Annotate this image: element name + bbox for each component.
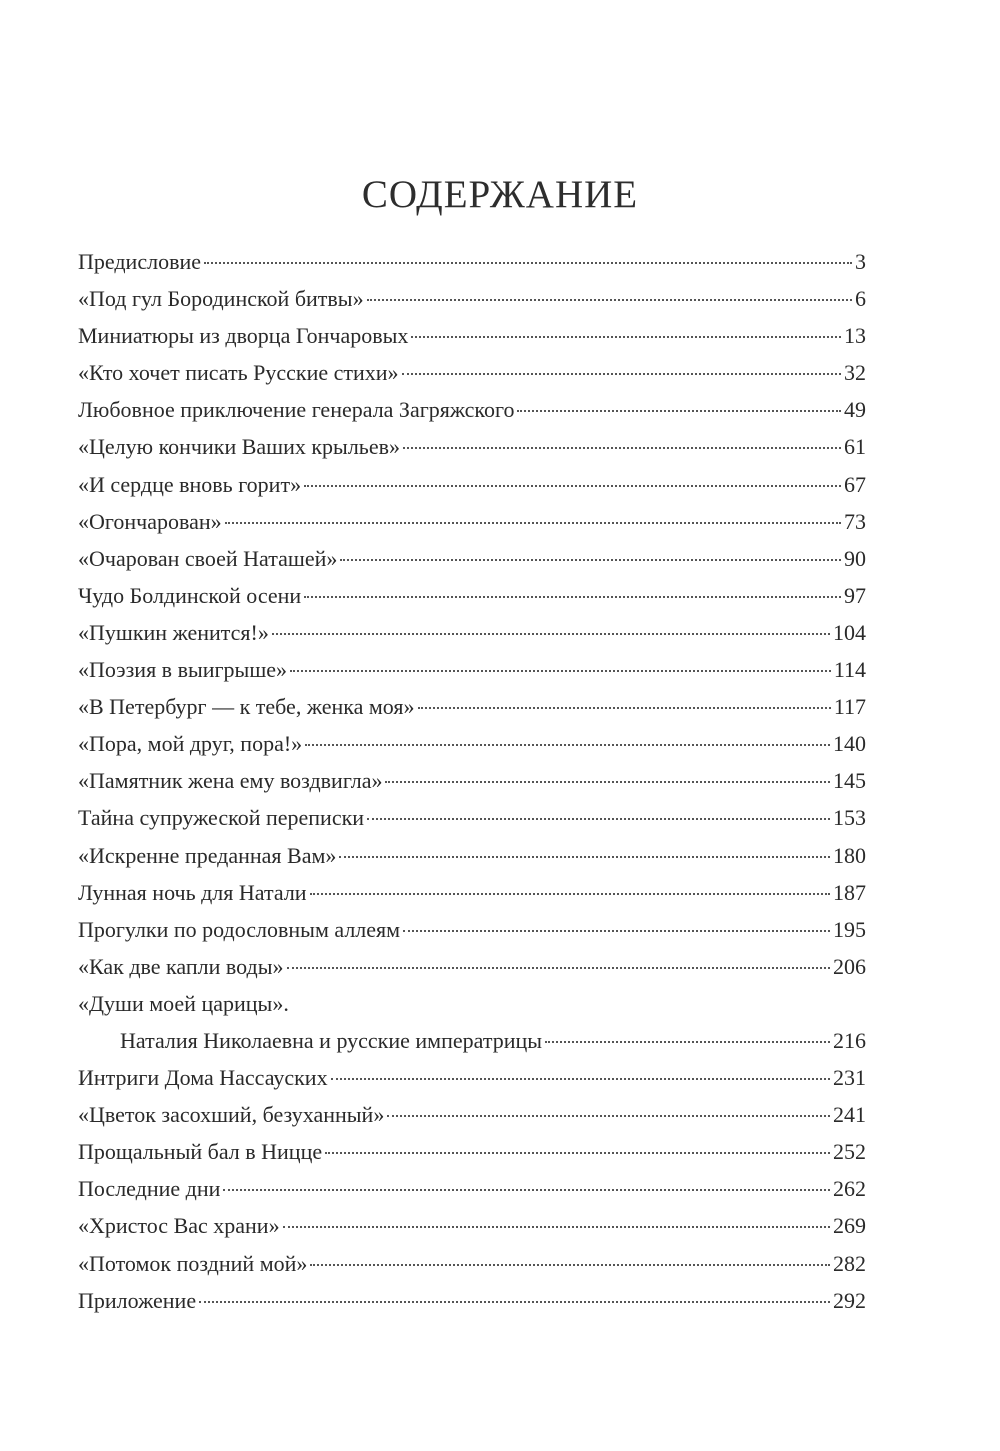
toc-entry-title: «Пора, мой друг, пора!» (78, 731, 303, 757)
toc-entry-page: 13 (844, 323, 866, 349)
toc-entry (78, 614, 866, 651)
dot-leader (517, 410, 841, 412)
dot-leader (367, 299, 852, 301)
toc-entry-title: «Огончарован» (78, 508, 222, 534)
toc-entry (78, 540, 866, 577)
toc-entry-page: 145 (833, 768, 866, 794)
toc-entry (78, 837, 866, 874)
dot-leader (367, 818, 830, 820)
toc-entry (78, 1170, 866, 1207)
toc-entry-title: Чудо Болдинской осени (78, 582, 302, 608)
toc-entry-title: Предисловие (78, 249, 201, 274)
toc-entry-page: 180 (833, 842, 866, 868)
toc-entry (78, 651, 866, 688)
dot-leader (340, 559, 841, 561)
toc-entry-page: 97 (844, 582, 866, 608)
toc-entry-title: Лунная ночь для Натали (78, 879, 307, 905)
toc-entry (78, 317, 866, 354)
dot-leader (331, 1078, 830, 1080)
toc-entry-page: 104 (833, 619, 866, 645)
toc-entry (78, 688, 866, 725)
toc-entry (78, 577, 866, 614)
dot-leader (402, 373, 841, 375)
toc-entry-title: «Потомок поздний мой» (78, 1250, 308, 1276)
dot-leader (545, 1041, 830, 1043)
toc-entry-title: «Поэзия в выигрыше» (78, 657, 288, 683)
dot-leader (325, 1152, 830, 1154)
dot-leader (305, 744, 830, 746)
dot-leader (225, 522, 841, 524)
toc-entry-page: 153 (833, 805, 866, 831)
toc-entry (78, 1245, 866, 1282)
toc-entry (78, 799, 866, 836)
toc-entry-page: 6 (855, 286, 866, 312)
dot-leader (287, 967, 831, 969)
toc-entry-title: «В Петербург — к тебе, женка моя» (78, 694, 415, 720)
dot-leader (223, 1189, 830, 1191)
toc-entry-subtitle: Наталия Николаевна и русские императрицы (120, 1027, 543, 1053)
dot-leader (418, 707, 831, 709)
dot-leader (403, 930, 830, 932)
toc-entry-title: «Целую кончики Ваших крыльев» (78, 434, 400, 460)
toc-entry (78, 985, 866, 1059)
toc-entry-title: Миниатюры из дворца Гончаровых (78, 323, 409, 349)
dot-leader (387, 1115, 830, 1117)
toc-entry (78, 503, 866, 540)
toc-entry-page: 282 (833, 1250, 866, 1276)
toc-entry-page: 114 (833, 657, 866, 683)
toc-entry (78, 1282, 866, 1319)
dot-leader (310, 1264, 830, 1266)
toc-entry-title: «Пушкин женится!» (78, 619, 269, 645)
dot-leader (385, 781, 830, 783)
toc-entry (78, 874, 866, 911)
toc-entry-page: 231 (833, 1065, 866, 1091)
toc-entry-page: 61 (844, 434, 866, 460)
toc-entry-title: Любовное приключение генерала Загряжского (78, 397, 515, 423)
dot-leader (339, 856, 830, 858)
toc-entry-title: «Памятник жена ему воздвигла» (78, 768, 383, 794)
toc-entry-page: 252 (833, 1139, 866, 1165)
toc-entry-page: 187 (833, 879, 866, 905)
dot-leader (403, 447, 841, 449)
toc-entry-page: 117 (833, 694, 866, 720)
toc-entry-title: Последние дни (78, 1176, 221, 1202)
toc-entry-page: 241 (833, 1102, 866, 1128)
toc-entry (78, 762, 866, 799)
toc-entry (78, 243, 866, 280)
toc-entry (78, 1059, 866, 1096)
table-of-contents (78, 243, 866, 1319)
toc-entry-title: «Очарован своей Наташей» (78, 545, 338, 571)
toc-entry (78, 948, 866, 985)
toc-entry-title: «Как две капли воды» (78, 953, 284, 979)
toc-entry-title: «Искренне преданная Вам» (78, 842, 337, 868)
toc-entry-page: 206 (833, 953, 866, 979)
toc-entry-page: 49 (844, 397, 866, 423)
toc-entry-page: 262 (833, 1176, 866, 1202)
toc-entry-title: «И сердце вновь горит» (78, 471, 302, 497)
toc-entry (78, 1133, 866, 1170)
toc-entry-title: «Кто хочет писать Русские стихи» (78, 360, 399, 386)
toc-entry-page: 216 (833, 1027, 866, 1053)
toc-entry-page: 73 (844, 508, 866, 534)
dot-leader (199, 1301, 830, 1303)
dot-leader (290, 670, 831, 672)
toc-entry-title: Тайна супружеской переписки (78, 805, 365, 831)
dot-leader (304, 485, 841, 487)
toc-entry-title: «Христос Вас храни» (78, 1213, 280, 1239)
dot-leader (272, 633, 830, 635)
toc-entry-page: 32 (844, 360, 866, 386)
toc-entry (78, 1207, 866, 1244)
toc-entry-page: 67 (844, 471, 866, 497)
toc-entry-page: 269 (833, 1213, 866, 1239)
toc-entry-page: 3 (855, 249, 866, 274)
toc-entry (78, 725, 866, 762)
page-title: СОДЕРЖАНИЕ (361, 173, 639, 216)
toc-entry-page: 90 (844, 545, 866, 571)
dot-leader (204, 262, 852, 264)
toc-entry-page: 140 (833, 731, 866, 757)
toc-entry-title: «Цветок засохший, безуханный» (78, 1102, 385, 1128)
toc-entry (78, 466, 866, 503)
toc-entry (78, 354, 866, 391)
toc-entry-title: Прогулки по родословным аллеям (78, 916, 401, 942)
toc-entry (78, 911, 866, 948)
toc-entry-page: 195 (833, 916, 866, 942)
toc-entry-title: «Души моей царицы». (78, 990, 289, 1016)
toc-entry-title: «Под гул Бородинской битвы» (78, 286, 364, 312)
toc-entry-title: Приложение (78, 1287, 197, 1313)
dot-leader (304, 596, 841, 598)
toc-entry (78, 391, 866, 428)
dot-leader (411, 336, 841, 338)
toc-entry-page: 292 (833, 1287, 866, 1313)
dot-leader (283, 1226, 830, 1228)
dot-leader (310, 893, 830, 895)
toc-entry (78, 280, 866, 317)
toc-entry-title: Прощальный бал в Ницце (78, 1139, 323, 1165)
toc-entry-title: Интриги Дома Нассауских (78, 1065, 328, 1091)
toc-entry (78, 1096, 866, 1133)
toc-entry (78, 428, 866, 465)
